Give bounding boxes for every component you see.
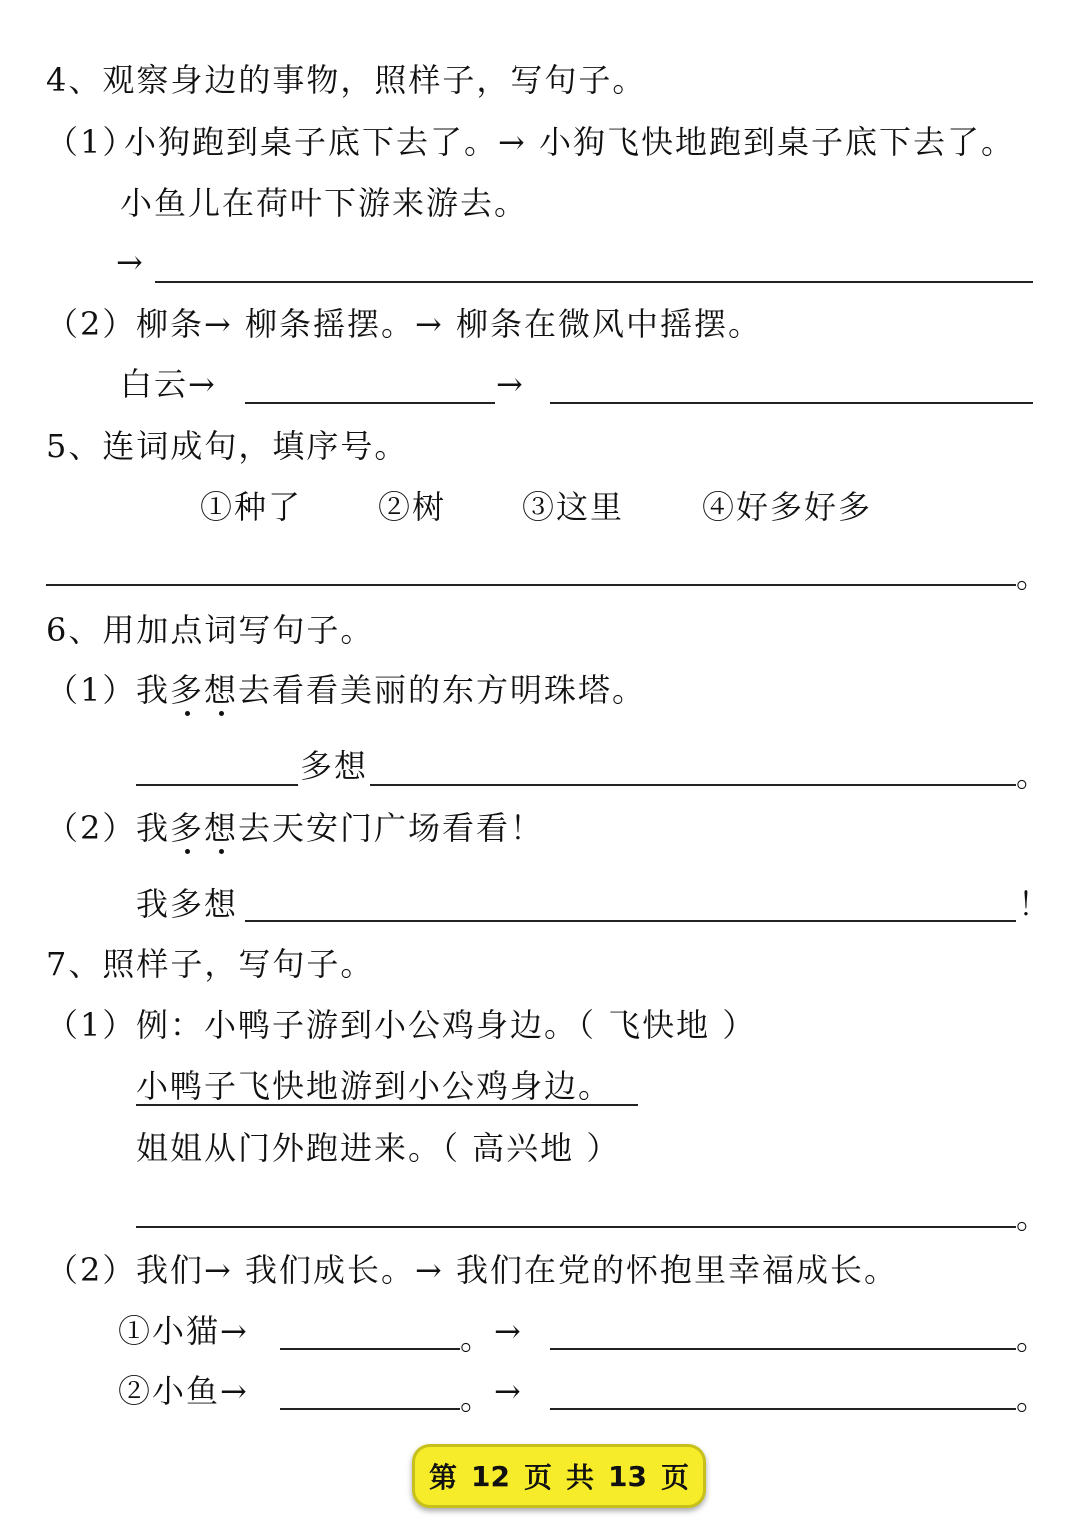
q7-part1-blank[interactable] [136,1226,1016,1228]
q4-title: 4、观察身边的事物，照样子，写句子。 [46,61,647,99]
q4-part1-task: 小鱼儿在荷叶下游来游去。 [120,184,529,222]
q6-part1-end: 。 [1016,756,1051,794]
q6-part1-fill-word: 多想 [300,747,369,785]
q7-part1-answer-underline [136,1104,638,1106]
q6-part1-blank-2[interactable] [370,784,1016,786]
q6-title: 6、用加点词写句子。 [46,611,375,649]
q7-item-1-end: 。 [1016,1319,1051,1357]
q4-part2-blank-1[interactable] [245,402,495,404]
q6-part2-pre: 我 [136,809,171,847]
q7-item-1-label: ①小猫→ [118,1312,249,1350]
q4-part2-task: 白云→ [120,365,217,403]
q6-part1-sentence [136,670,646,710]
q5-end-mark: 。 [1016,557,1051,595]
q7-item-2-blank-2[interactable] [550,1408,1016,1410]
q7-part1-example: 例：小鸭子游到小公鸡身边。（ 飞快地 ） [136,1006,757,1044]
dotted-word-xiang: 想 [204,809,239,847]
page-label-ye-2: 页 [660,1461,689,1494]
q4-part1-example: 小狗跑到桌子底下去了。→ 小狗飞快地跑到桌子底下去了。 [124,123,1015,161]
q7-item-1-blank-2[interactable] [550,1348,1016,1350]
page-label-di: 第 [429,1461,458,1494]
q7-part1-end: 。 [1016,1198,1051,1236]
page-label-ye: 页 [523,1461,552,1494]
q4-part2-blank-2[interactable] [550,402,1033,404]
q5-title: 5、连词成句，填序号。 [46,427,409,465]
q6-part1-blank-1[interactable] [136,784,298,786]
total-page-number: 13 [608,1459,647,1493]
q5-word-1: ①种了 [200,488,303,526]
q6-part1-number: （1） [46,671,137,709]
q7-item-2-label: ②小鱼→ [118,1372,249,1410]
q5-word-4: ④好多好多 [702,488,873,526]
q6-part2-end: ！ [1018,885,1053,923]
q6-part1-pre: 我 [136,671,171,709]
q7-part2-number: （2） [46,1251,137,1289]
q6-part2-fill-word: 我多想 [136,885,239,923]
q7-item-2-blank-1[interactable] [280,1408,460,1410]
q7-title: 7、照样子，写句子。 [46,945,375,983]
q5-word-2: ②树 [378,488,447,526]
q4-part2-number: （2） [46,305,137,343]
dotted-word-xiang: 想 [204,671,239,709]
page-indicator [412,1444,706,1508]
q6-part1-post: 去看看美丽的东方明珠塔。 [238,671,647,709]
q7-item-1-blank-1[interactable] [280,1348,460,1350]
dotted-word-duo: 多 [170,809,205,847]
q4-part1-answer-line[interactable] [155,281,1033,283]
q4-part2-example: 柳条→ 柳条摇摆。→ 柳条在微风中摇摆。 [136,305,762,343]
dotted-word-duo: 多 [170,671,205,709]
q7-part1-number: （1） [46,1006,137,1044]
q7-part2-example: 我们→ 我们成长。→ 我们在党的怀抱里幸福成长。 [136,1251,898,1289]
q7-item-2-arrow: → [494,1372,523,1410]
q7-part1-task: 姐姐从门外跑进来。（ 高兴地 ） [136,1129,621,1167]
q7-item-1-arrow: → [494,1312,523,1350]
q7-part1-answer: 小鸭子飞快地游到小公鸡身边。 [136,1067,613,1105]
q6-part2-sentence [136,808,544,848]
q7-item-2-period: 。 [460,1379,495,1417]
q7-item-2-end: 。 [1016,1379,1051,1417]
q6-part2-blank[interactable] [245,920,1016,922]
q4-part2-arrow: → [496,365,525,403]
q5-answer-line[interactable] [46,584,1016,586]
q6-part2-post: 去天安门广场看看！ [238,809,545,847]
q4-part1-number: （1） [46,123,137,161]
q4-part1-arrow: → [116,243,145,281]
q5-word-3: ③这里 [522,488,625,526]
current-page-number: 12 [471,1459,510,1493]
q7-item-1-period: 。 [460,1319,495,1357]
page-label-gong: 共 [566,1461,595,1494]
q6-part2-number: （2） [46,809,137,847]
